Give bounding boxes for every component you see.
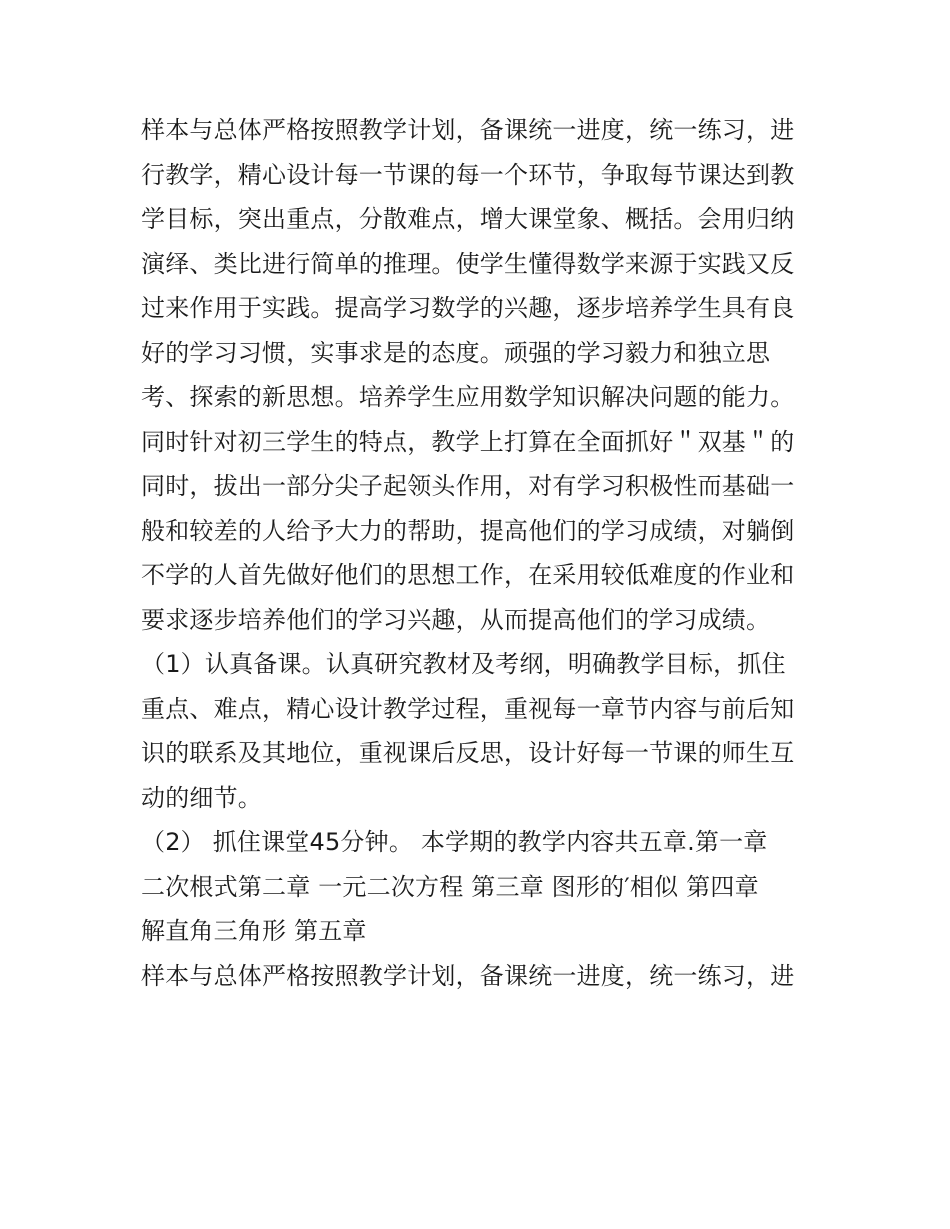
- text-line: 解直角三角形 第五章: [141, 917, 367, 945]
- text-line: 二次根式第二章 一元二次方程 第三章 图形的′相似 第四章: [141, 872, 759, 901]
- text-line: 样本与总体严格按照教学计划，备课统一进度，统一练习，进: [141, 961, 795, 990]
- text-line: 同时，拔出一部分尖子起领头作用，对有学习积极性而基础一: [141, 472, 795, 500]
- text-line: 般和较差的人给予大力的帮助，提高他们的学习成绩，对躺倒: [141, 516, 795, 545]
- text-line: 同时针对初三学生的特点，教学上打算在全面抓好＂双基＂的: [141, 427, 795, 456]
- text-line: 行教学，精心设计每一节课的每一个环节，争取每节课达到教: [141, 160, 795, 189]
- text-line: （2） 抓住课堂45分钟。 本学期的教学内容共五章.第一章: [141, 828, 768, 856]
- document-body: [141, 108, 831, 998]
- text-line: 考、探索的新思想。培养学生应用数学知识解决问题的能力。: [141, 383, 795, 411]
- text-line: 样本与总体严格按照教学计划，备课统一进度，统一练习，进: [141, 116, 795, 144]
- text-line: 识的联系及其地位，重视课后反思，设计好每一节课的师生互: [141, 739, 795, 767]
- text-line: 不学的人首先做好他们的思想工作，在采用较低难度的作业和: [141, 561, 795, 589]
- text-line: 演绎、类比进行简单的推理。使学生懂得数学来源于实践又反: [141, 249, 795, 278]
- text-line: （1）认真备课。认真研究教材及考纲，明确教学目标，抓住: [141, 650, 786, 678]
- text-line: 要求逐步培养他们的学习兴趣，从而提高他们的学习成绩。: [141, 605, 771, 634]
- text-line: 过来作用于实践。提高学习数学的兴趣，逐步培养学生具有良: [141, 294, 795, 322]
- text-line: 学目标，突出重点，分散难点，增大课堂象、概括。会用归纳: [141, 205, 795, 233]
- text-line: 动的细节。: [141, 783, 262, 812]
- text-line: 重点、难点，精心设计教学过程，重视每一章节内容与前后知: [141, 694, 795, 723]
- text-line: 好的学习习惯，实事求是的态度。顽强的学习毅力和独立思: [141, 338, 771, 367]
